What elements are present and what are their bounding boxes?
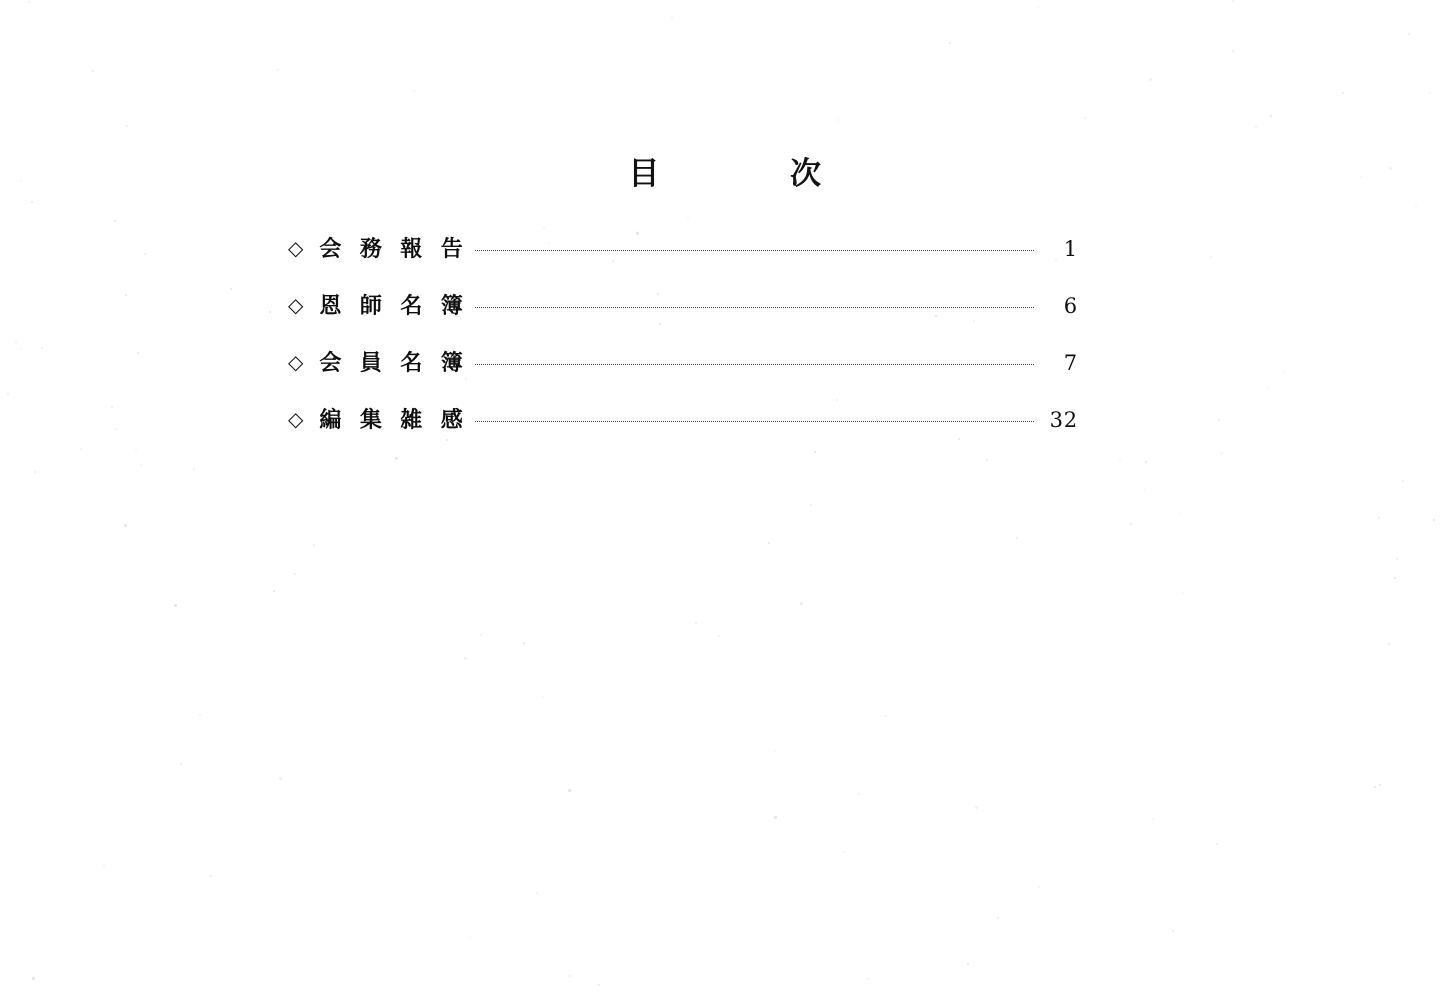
table-of-contents [288, 232, 1078, 460]
page-title-char: 次 [790, 156, 822, 192]
toc-entry-label-char: 恩 [319, 293, 342, 319]
toc-entry-label-char: 報 [400, 236, 423, 262]
toc-entry-label-char: 員 [359, 350, 383, 376]
toc-entry-label-char: 簿 [440, 293, 464, 319]
toc-entry-label-char: 簿 [440, 350, 464, 376]
toc-entry-label-char: 師 [359, 293, 383, 319]
toc-entry-label-char: 名 [400, 350, 423, 376]
diamond-bullet-icon: ◇ [288, 407, 304, 431]
toc-leader-dots [475, 420, 1034, 422]
toc-entry-label-char: 雑 [400, 407, 423, 433]
toc-entry-label[interactable] [319, 403, 463, 434]
page-title [0, 148, 1450, 193]
toc-leader-dots [475, 363, 1034, 365]
toc-entry[interactable] [288, 403, 1078, 460]
toc-entry-label-char: 務 [359, 236, 383, 262]
toc-entry[interactable] [288, 232, 1078, 289]
toc-entry-label-char: 会 [319, 236, 342, 262]
page-title-char: 目 [628, 156, 660, 192]
toc-entry-label-char: 編 [319, 407, 342, 433]
diamond-bullet-icon: ◇ [288, 236, 304, 260]
toc-page-number: 6 [1063, 294, 1078, 318]
toc-leader-dots [475, 249, 1034, 251]
toc-entry-label[interactable] [319, 289, 463, 320]
toc-leader-dots [475, 306, 1034, 308]
toc-entry-label[interactable] [319, 232, 463, 263]
toc-entry[interactable] [288, 289, 1078, 346]
toc-entry-label[interactable] [319, 346, 463, 377]
toc-entry-label-char: 会 [319, 350, 342, 376]
toc-page-number: 32 [1049, 408, 1078, 432]
toc-page-number: 1 [1063, 237, 1078, 261]
toc-entry-label-char: 告 [440, 236, 464, 262]
toc-entry-label-char: 名 [400, 293, 423, 319]
toc-entry-label-char: 集 [359, 407, 383, 433]
toc-entry[interactable] [288, 346, 1078, 403]
toc-page-number: 7 [1063, 351, 1078, 375]
toc-entry-label-char: 感 [440, 407, 464, 433]
diamond-bullet-icon: ◇ [288, 350, 304, 374]
diamond-bullet-icon: ◇ [288, 293, 304, 317]
